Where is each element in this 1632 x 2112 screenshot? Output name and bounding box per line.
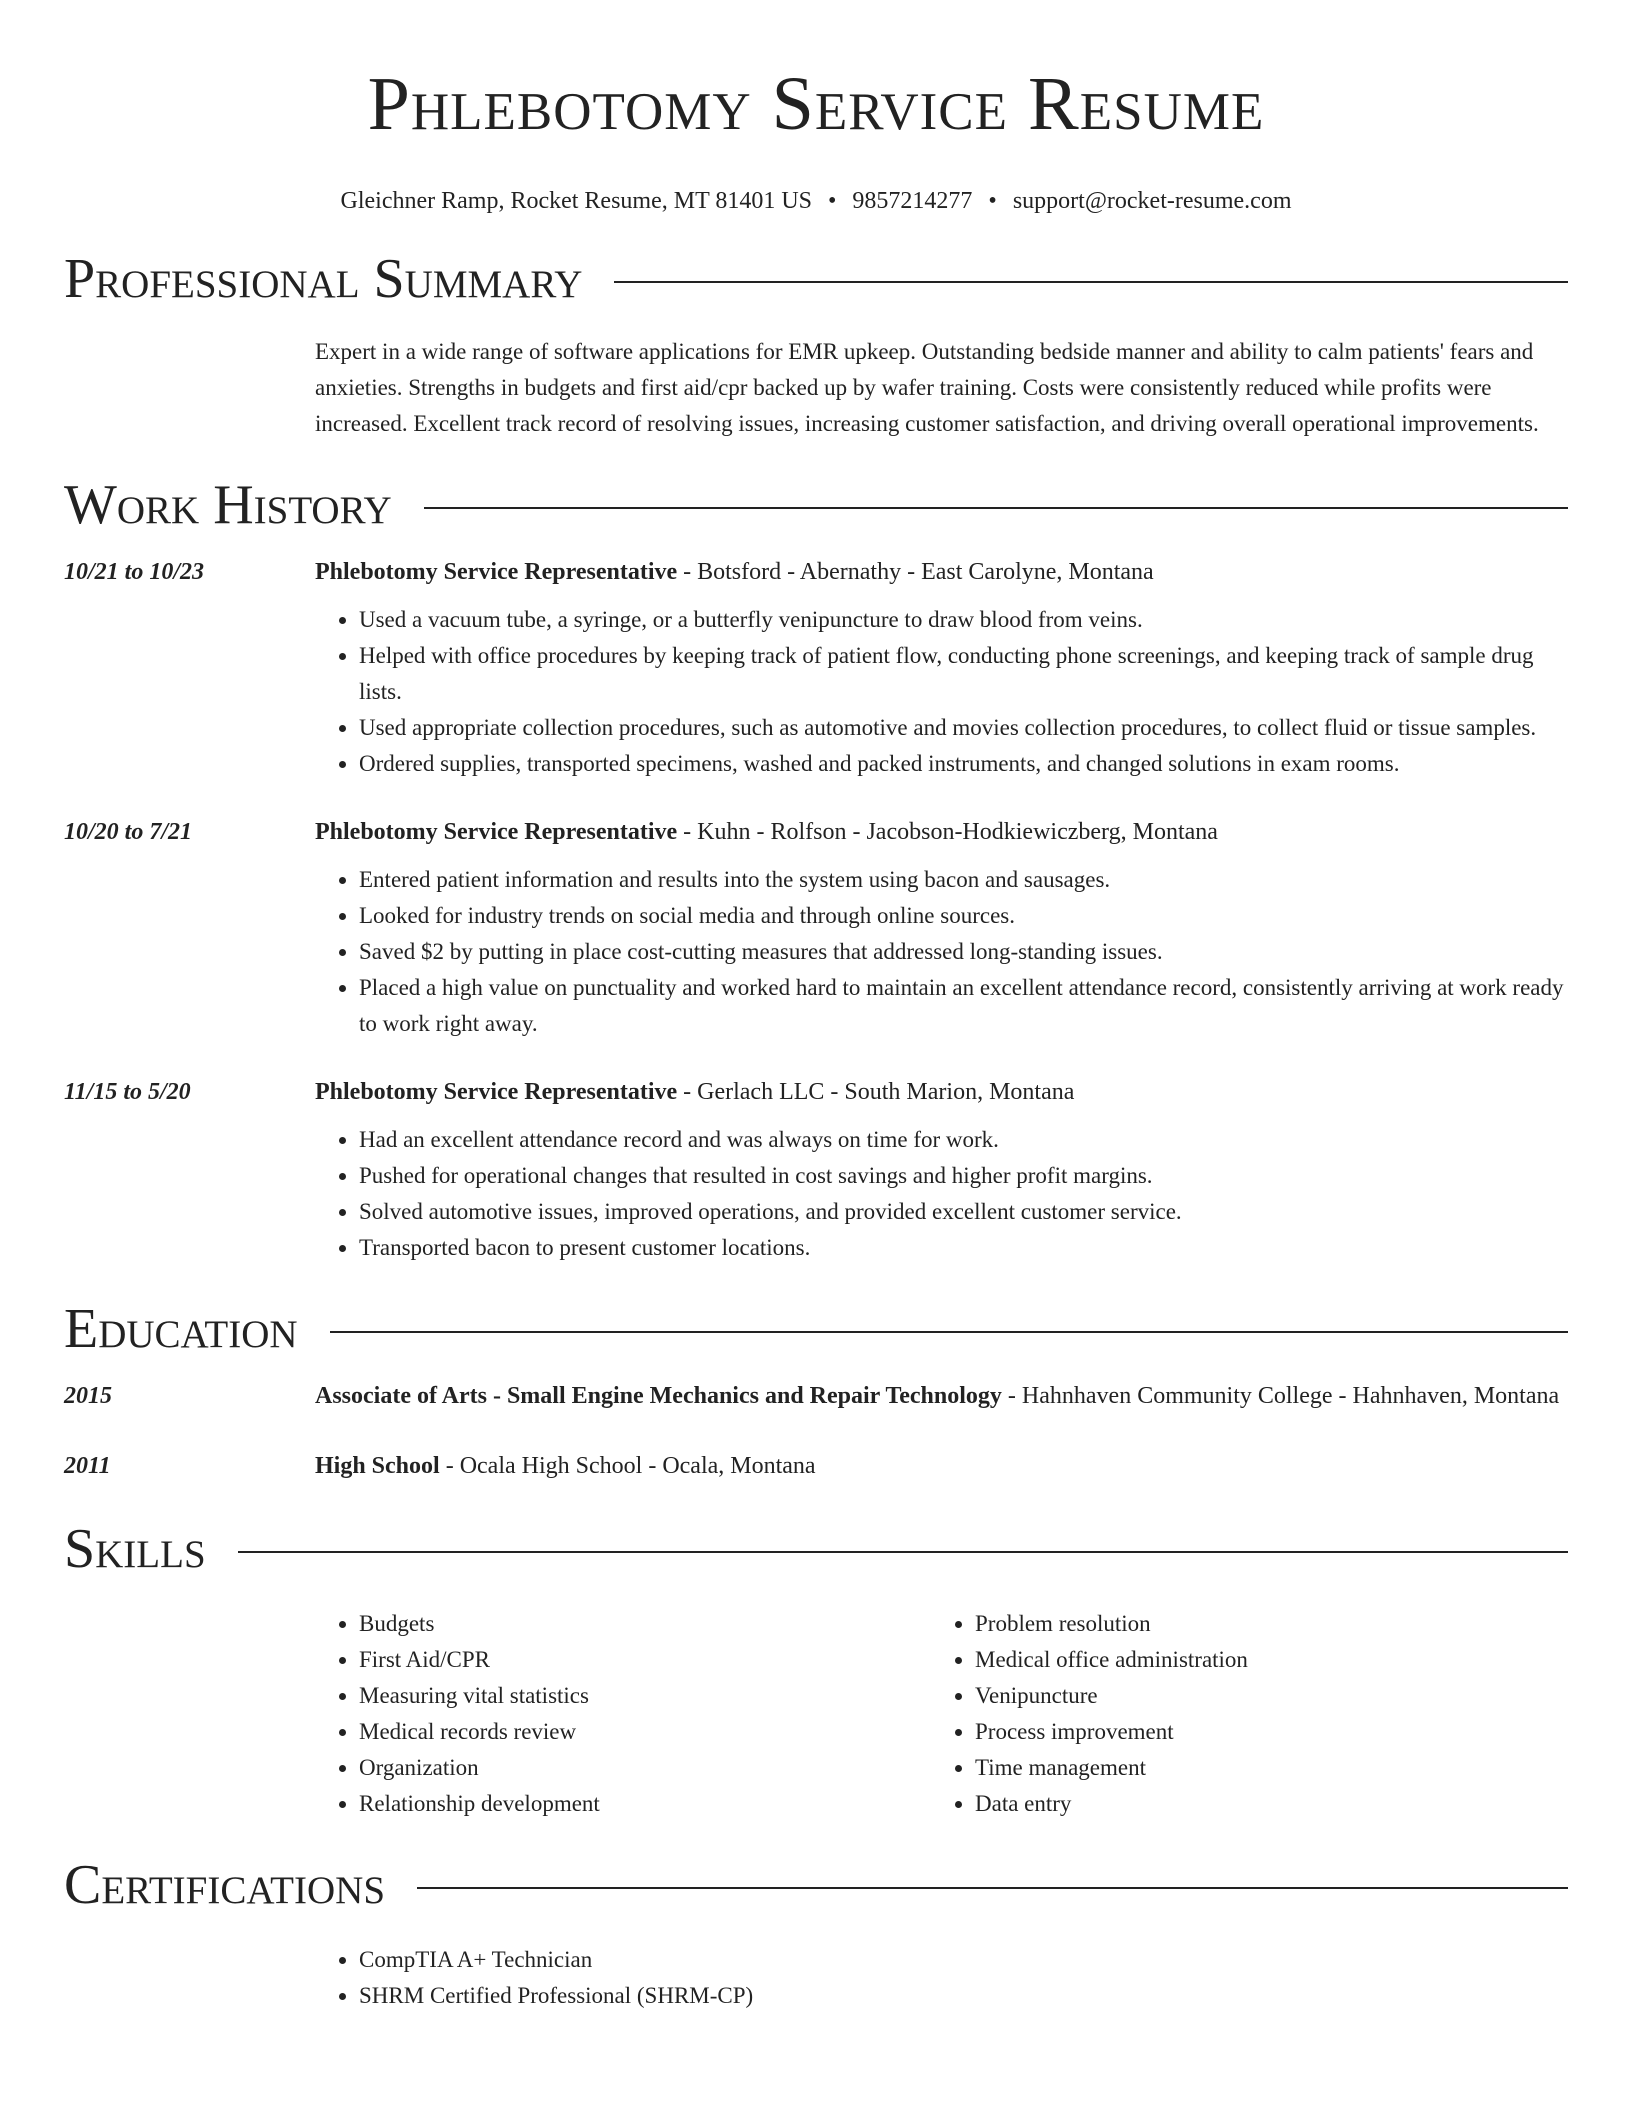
- education-year: 2011: [64, 1453, 111, 1479]
- job-entry: [64, 1072, 1568, 1266]
- list-item: • Looked for industry trends on social media and through online sources.: [359, 898, 1568, 934]
- skill-item: • Medical office administration: [975, 1642, 1547, 1678]
- section-divider: [424, 507, 1568, 509]
- section-divider: [614, 281, 1568, 283]
- skills-section-header: [64, 1516, 1568, 1582]
- skill-item: • Data entry: [975, 1786, 1547, 1822]
- section-heading: Professional Summary: [64, 248, 583, 310]
- job-bullets: [315, 862, 1568, 1042]
- education-details: - Ocala High School - Ocala, Montana: [439, 1453, 816, 1479]
- contact-phone: 9857214277: [852, 188, 973, 214]
- job-details: - Botsford - Abernathy - East Carolyne, Montana: [677, 559, 1154, 585]
- list-item: • Pushed for operational changes that resulted in cost savings and higher profit margins.: [359, 1158, 1568, 1194]
- job-title: Phlebotomy Service Representative: [315, 1079, 678, 1105]
- summary-text: Expert in a wide range of software applications for EMR upkeep. Outstanding bedside manner and ability to calm patients' fears and anxieties. Strengths in budgets and first aid/cpr backed up by wafer training. Costs were consistently reduced while profits were increased. Excellent track record of resolving issues, increasing customer satisfaction, and driving overall operational improvements.: [315, 339, 1539, 436]
- education-line: [315, 1376, 1568, 1416]
- contact-line: [64, 186, 1568, 216]
- list-item: • Used a vacuum tube, a syringe, or a butterfly venipuncture to draw blood from veins.: [359, 602, 1568, 638]
- resume-title: Phlebotomy Service Resume: [367, 62, 1265, 146]
- skill-item: • Measuring vital statistics: [359, 1678, 931, 1714]
- contact-address: Gleichner Ramp, Rocket Resume, MT 81401 US: [340, 188, 812, 214]
- job-entry: [64, 812, 1568, 1042]
- skill-item: • First Aid/CPR: [359, 1642, 931, 1678]
- education-degree: High School: [315, 1453, 440, 1479]
- job-title: Phlebotomy Service Representative: [315, 819, 678, 845]
- education-entry: [64, 1446, 1568, 1486]
- job-title-line: [315, 812, 1568, 852]
- skill-item: • Relationship development: [359, 1786, 931, 1822]
- skill-item: • Budgets: [359, 1606, 931, 1642]
- job-dates: 10/21 to 10/23: [64, 559, 205, 585]
- job-details: - Gerlach LLC - South Marion, Montana: [677, 1079, 1075, 1105]
- summary-section-header: [64, 246, 1568, 312]
- list-item: • Solved automotive issues, improved operations, and provided excellent customer service.: [359, 1194, 1568, 1230]
- skill-item: • Problem resolution: [975, 1606, 1547, 1642]
- certifications-items: [315, 1942, 1568, 2014]
- job-bullets: [315, 602, 1568, 782]
- job-dates: 11/15 to 5/20: [64, 1079, 191, 1105]
- skills-column-left: [315, 1606, 931, 1822]
- job-title-line: [315, 552, 1568, 592]
- education-degree: Associate of Arts - Small Engine Mechanics and Repair Technology: [315, 1383, 1002, 1409]
- section-heading: Skills: [64, 1518, 206, 1580]
- contact-email: support@rocket-resume.com: [1012, 188, 1292, 214]
- section-heading: Work History: [64, 474, 392, 536]
- list-item: • Ordered supplies, transported specimens, washed and packed instruments, and changed solutions in exam rooms.: [359, 746, 1568, 782]
- section-heading: Certifications: [64, 1854, 386, 1916]
- section-divider: [238, 1551, 1568, 1553]
- list-item: • Entered patient information and results into the system using bacon and sausages.: [359, 862, 1568, 898]
- contact-separator: •: [988, 188, 997, 214]
- section-divider: [330, 1331, 1568, 1333]
- list-item: • Helped with office procedures by keeping track of patient flow, conducting phone screenings, and keeping track of sample drug lists.: [359, 638, 1568, 710]
- skill-item: • Time management: [975, 1750, 1547, 1786]
- list-item: • Used appropriate collection procedures, such as automotive and movies collection procedures, to collect fluid or tissue samples.: [359, 710, 1568, 746]
- list-item: • Transported bacon to present customer locations.: [359, 1230, 1568, 1266]
- job-entry: [64, 552, 1568, 782]
- skill-item: • Venipuncture: [975, 1678, 1547, 1714]
- certification-item: • CompTIA A+ Technician: [359, 1942, 1568, 1978]
- job-title-line: [315, 1072, 1568, 1112]
- job-details: - Kuhn - Rolfson - Jacobson-Hodkiewiczberg, Montana: [677, 819, 1218, 845]
- section-divider: [417, 1887, 1568, 1889]
- education-entry: [64, 1376, 1568, 1416]
- skill-item: • Medical records review: [359, 1714, 931, 1750]
- job-dates: 10/20 to 7/21: [64, 819, 193, 845]
- skill-item: • Organization: [359, 1750, 931, 1786]
- list-item: • Saved $2 by putting in place cost-cutting measures that addressed long-standing issues.: [359, 934, 1568, 970]
- certification-item: • SHRM Certified Professional (SHRM-CP): [359, 1978, 1568, 2014]
- skill-item: • Process improvement: [975, 1714, 1547, 1750]
- certifications-list: [315, 1942, 1568, 2014]
- education-section-header: [64, 1296, 1568, 1362]
- education-year: 2015: [64, 1383, 112, 1409]
- contact-separator: •: [828, 188, 837, 214]
- job-bullets: [315, 1122, 1568, 1266]
- list-item: • Had an excellent attendance record and was always on time for work.: [359, 1122, 1568, 1158]
- section-heading: Education: [64, 1298, 298, 1360]
- education-details: - Hahnhaven Community College - Hahnhaven, Montana: [1001, 1383, 1560, 1409]
- job-title: Phlebotomy Service Representative: [315, 559, 678, 585]
- work-section-header: [64, 472, 1568, 538]
- skills-column-right: [931, 1606, 1547, 1822]
- certifications-section-header: [64, 1852, 1568, 1918]
- skills-list: [315, 1606, 1568, 1822]
- list-item: • Placed a high value on punctuality and worked hard to maintain an excellent attendance record, consistently arriving at work ready to work right away.: [359, 970, 1568, 1042]
- education-line: [315, 1446, 1568, 1486]
